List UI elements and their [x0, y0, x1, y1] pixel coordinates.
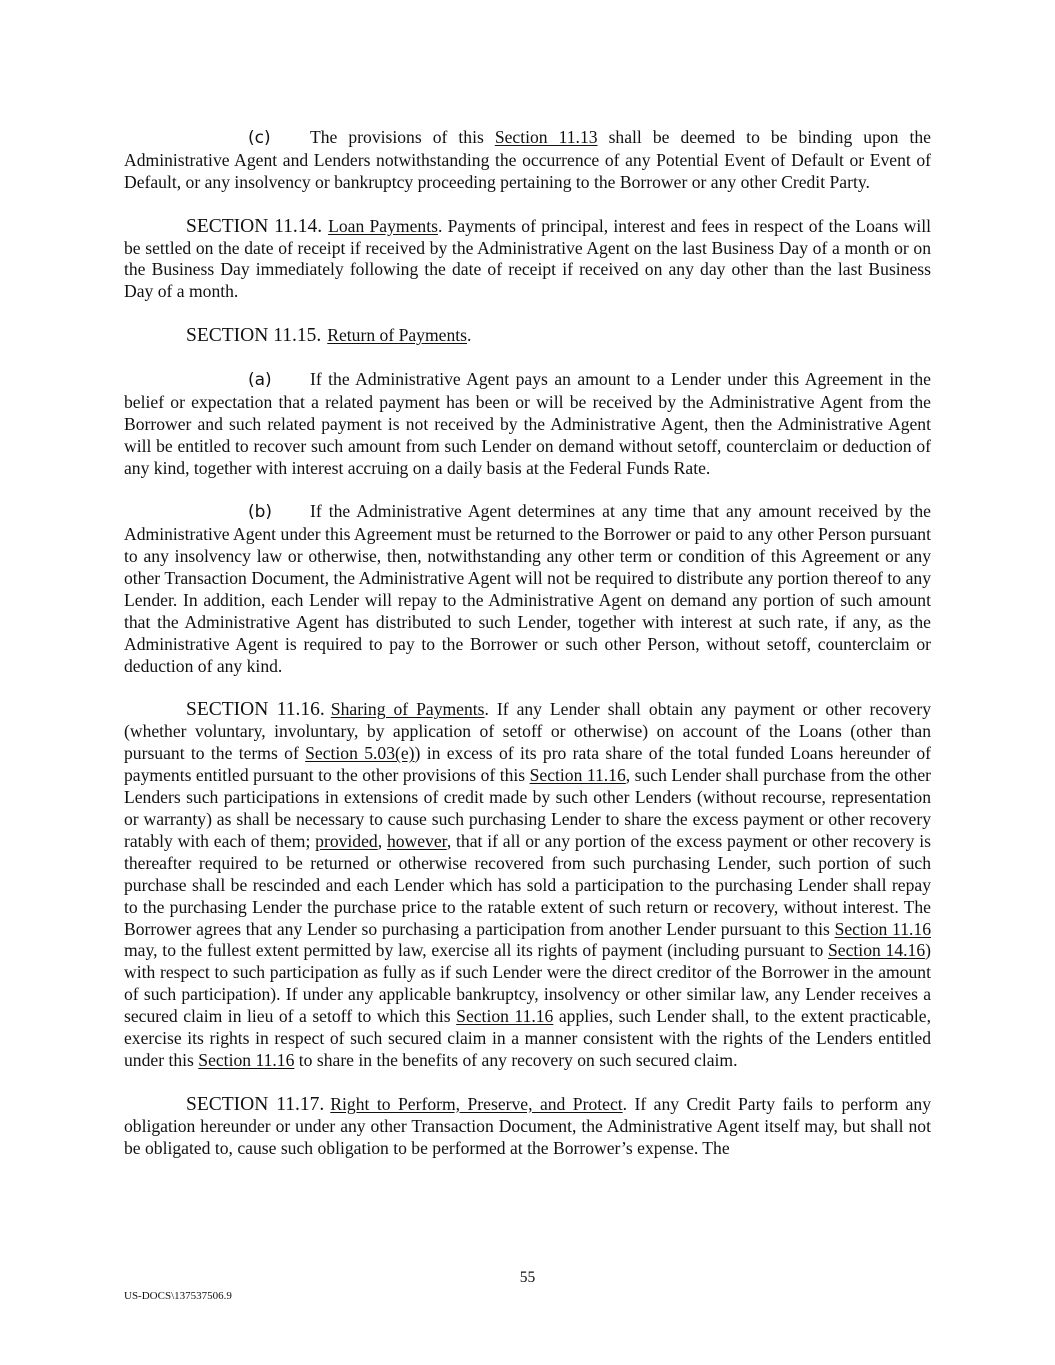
clause-c: [124, 127, 931, 194]
clause-label: (a): [248, 369, 272, 390]
document-body: [124, 127, 931, 1181]
page-number: 55: [519, 1269, 536, 1286]
section-number: SECTION 11.15.: [186, 325, 322, 347]
document-id: US-DOCS\137537506.9: [124, 1290, 232, 1302]
section-11-14: [124, 216, 931, 304]
section-title: Loan Payments: [328, 215, 438, 236]
section-number: SECTION 11.14.: [186, 215, 323, 237]
section-11-16: [124, 699, 931, 1071]
clause-label: (b): [248, 502, 273, 523]
clause-a: [124, 369, 931, 480]
section-11-15: [124, 325, 931, 347]
section-number: SECTION 11.16.: [186, 699, 325, 721]
section-11-17: [124, 1094, 931, 1160]
clause-text: shall be deemed to be binding upon the Administrative Agent and Lenders notwithstanding the occurrence of any Potential Event of Default or Event of Default, or any insolvency or bankruptcy proceeding pertaining to the Borrower or any other Credit Party.: [124, 127, 931, 192]
section-text: . If any Lender shall obtain any payment or other recovery (whether voluntary, involuntary, by application of setoff or otherwise) on account of the Loans (other than pursuant to the terms of: [124, 699, 931, 764]
section-text: . If any Credit Party fails to perform any obligation hereunder or under any other Transaction Document, the Administrative Agent itself may, but shall not be obligated to, cause such obligation to be performed at the Borrower’s expense. The: [124, 1093, 931, 1158]
clause-text: If the Administrative Agent determines at any time that any amount received by the Administrative Agent under this Agreement must be returned to the Borrower or paid to any other Person pursuant to any insolvency law or otherwise, then, notwithstanding any other term or condition of this Agreement or any other Transaction Document, the Administrative Agent will not be required to distribute any portion thereof to any Lender. In addition, each Lender will repay to the Administrative Agent on demand any portion of such amount that the Administrative Agent has distributed to such Lender, together with interest at such rate, if any, as the Administrative Agent is required to pay to the Borrower or such other Person, without setoff, counterclaim or deduction of any kind.: [124, 501, 931, 676]
however-term: however: [386, 830, 447, 851]
section-reference: Section 11.16: [834, 918, 931, 939]
section-title: Right to Perform, Preserve, and Protect: [330, 1093, 623, 1114]
section-reference: Section 5.03(e): [305, 743, 415, 764]
section-title: Sharing of Payments: [330, 699, 485, 720]
section-text: , such Lender shall purchase from the other Lenders such participations in extensions of credit made by such other Lenders (without recourse, representation or warranty) as shall be necessary to cause such purchasing Lender to share the excess payment or other recovery ratably with each of them;: [124, 765, 932, 851]
section-text: ) with respect to such participation as fully as if such Lender were the direct creditor of the Borrower in the amount of such participation). If under any applicable bankruptcy, insolvency or other similar law, any Lender receives a secured claim in lieu of a setoff to which this: [124, 940, 931, 1027]
section-text: , that if all or any portion of the excess payment or other recovery is thereafter required to be returned or otherwise recovered from such purchasing Lender, such portion of such purchase shall be rescinded and each Lender which has sold a participation to the purchasing Lender shall repay to the purchasing Lender the purchase price to the ratable extent of such return or recovery, without interest. The Borrower agrees that any Lender so purchasing a participation from another Lender pursuant to this: [124, 830, 931, 939]
section-reference: Section 11.16: [529, 765, 626, 786]
section-reference: Section 11.13: [494, 127, 598, 147]
section-number: SECTION 11.17.: [186, 1093, 325, 1115]
section-title: Return of Payments: [327, 325, 467, 346]
section-text: to share in the benefits of any recovery on such secured claim.: [294, 1049, 738, 1070]
section-text: ) in excess of its pro rata share of the total funded Loans hereunder of payments entitled pursuant to the other provisions of this: [124, 743, 931, 786]
section-text: applies, such Lender shall, to the extent practicable, exercise its rights in respect of such secured claim in a manner consistent with the rights of the Lenders entitled under this: [124, 1006, 931, 1070]
section-text: . Payments of principal, interest and fees in respect of the Loans will be settled on the date of receipt if received by the Administrative Agent on the last Business Day of a month or on the Business Day immediately following the date of receipt if received on any day other than the last Business Day of a month.: [124, 215, 932, 302]
clause-b: [124, 501, 931, 677]
section-text: .: [467, 325, 472, 346]
section-text: may, to the fullest extent permitted by law, exercise all its rights of payment (including pursuant to: [124, 940, 829, 961]
clause-text: The provisions of this: [310, 127, 495, 147]
clause-text: If the Administrative Agent pays an amount to a Lender under this Agreement in the belief or expectation that a related payment has been or will be received by the Administrative Agent from the Borrower and such related payment is not received by the Administrative Agent, then the Administrative Agent will be entitled to recover such amount from such Lender on demand without setoff, counterclaim or deduction of any kind, together with interest accruing on a daily basis at the Federal Funds Rate.: [124, 368, 931, 478]
separator-comma: ,: [377, 830, 387, 851]
section-reference: Section 11.16: [456, 1006, 554, 1027]
section-reference: Section 14.16: [828, 940, 926, 961]
section-reference: Section 11.16: [198, 1049, 295, 1070]
clause-label: (c): [248, 128, 271, 148]
provided-term: provided: [315, 830, 378, 851]
